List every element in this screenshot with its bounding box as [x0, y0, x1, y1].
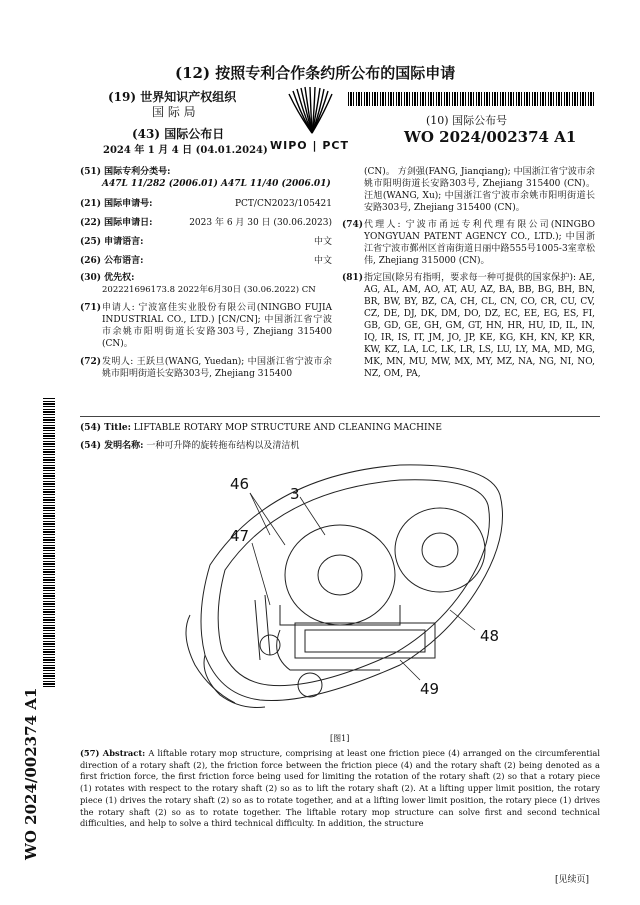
label-46: 46: [230, 475, 250, 493]
org-line2: 国 际 局: [152, 105, 196, 119]
f26-value: 中文: [313, 256, 332, 266]
abstract-text: A liftable rotary mop structure, comprising at least one friction piece (4) arranged on the circumferential direction of a rotary shaft (2), the friction force between the friction piece (4) and the rotary shaft (2) being denoted as a first friction force, the first friction force being used for limiting the rotation of the rotary shaft (2) so that a rotary piece (1) rotates with respect to the rotary shaft (2) so as to lift the rotary shaft (2). At a lifting upper limit position, the rotary piece (1) drives the rotary shaft (2) so as to rotate together, and at a lifting lower limit position, the rotary piece (1) drives the rotary shaft (2) so as to rotate together. The liftable rotary mop structure can solve first and second technical difficulties, and help to solve a third technical difficulty. In addition, the structure: [80, 748, 600, 829]
f72-label: (72): [80, 357, 102, 367]
f74-value: 代理人: 宁波市甬远专利代理有限公司(NINGBO YONGYUAN PATENT AGENCY CO., LTD.); 中国浙江省宁波市鄞州区首南街道日丽中路555号1005-3室章松伟, Zhejiang 315000 (CN)。: [364, 220, 595, 266]
f21-value: PCT/CN2023/105421: [234, 199, 332, 209]
f30-label: (30) 优先权:: [80, 273, 135, 283]
barcode-top: [348, 92, 595, 106]
pub-date-label: (43) 国际公布日: [132, 127, 225, 141]
wipo-logo: [283, 85, 341, 137]
title-en-text: LIFTABLE ROTARY MOP STRUCTURE AND CLEANING MACHINE: [133, 423, 442, 433]
side-pub-code: WO 2024/002374 A1: [22, 687, 40, 860]
title-cn-text: 一种可升降的旋转拖布结构以及清洁机: [146, 441, 300, 451]
f22-label: (22) 国际申请日:: [80, 218, 153, 228]
label-47: 47: [230, 527, 250, 545]
title-en: [80, 422, 442, 434]
divider: [80, 416, 600, 417]
title-en-label: (54) Title:: [80, 423, 131, 433]
barcode-side: [43, 398, 55, 688]
figure-caption: [图1]: [330, 734, 350, 743]
mop-drawing: [150, 455, 520, 725]
f25-value: 中文: [313, 237, 332, 247]
wipo-emblem-icon: [283, 85, 341, 137]
f71-label: (71): [80, 303, 102, 313]
f72-value: 发明人: 王跃旦(WANG, Yuedan); 中国浙江省宁波市余姚市阳明街道长安路303号, Zhejiang 315400: [102, 357, 332, 379]
f81-label: (81): [342, 273, 364, 283]
f30-value: 202221696173.8 2022年6月30日 (30.06.2022) CN: [102, 285, 316, 295]
pub-no-label: (10) 国际公布号: [426, 114, 508, 127]
label-48: 48: [480, 627, 500, 645]
inventors-cont: (CN)。 方剑强(FANG, Jianqiang); 中国浙江省宁波市余姚市阳明街道长安路303号, Zhejiang 315400 (CN)。 汪旭(WANG, Xu); 中国浙江省宁波市余姚市阳明街道长安路303号, Zhejiang 315400 (CN)。: [364, 167, 595, 213]
figure: [150, 455, 520, 725]
f26-label: (26) 公布语言:: [80, 256, 144, 266]
doc-title: (12) 按照专利合作条约所公布的国际申请: [175, 64, 456, 82]
f71-value: 申请人: 宁波富佳实业股份有限公司(NINGBO FUJIA INDUSTRIAL CO., LTD.) [CN/CN]; 中国浙江省宁波市余姚市阳明街道长安路303号, Zhejiang 315400 (CN)。: [102, 303, 332, 349]
label-49: 49: [420, 680, 440, 698]
f25-label: (25) 申请语言:: [80, 237, 144, 247]
f51-label: (51) 国际专利分类号:: [80, 167, 171, 177]
org-line1: (19) 世界知识产权组织: [108, 90, 237, 104]
abstract: [80, 748, 600, 830]
f21-label: (21) 国际申请号:: [80, 199, 153, 209]
f51-value: A47L 11/282 (2006.01) A47L 11/40 (2006.01): [102, 179, 331, 189]
label-3: 3: [290, 485, 300, 503]
pub-date: 2024 年 1 月 4 日 (04.01.2024): [103, 145, 268, 156]
left-biblio: [80, 166, 332, 380]
f81-value: 指定国(除另有指明，要求每一种可提供的国家保护): AE, AG, AL, AM, AO, AT, AU, AZ, BA, BB, BG, BH, BN, BR, BW, BY, BZ, CA, CH, CL, CN, CO, CR, CU, CV, CZ, DE, DJ, DK, DM, DO, DZ, EC, EE, EG, ES, FI, GB, GD, GE, GH, GM, GT, HN, HR, HU, ID, IL, IN, IQ, IR, IS, IT, JM, JO, JP, KE, KG, KH, KN, KP, KR, KW, KZ, LA, LC, LK, LR, LS, LU, LY, MA, MD, MG, MK, MN, MU, MW, MX, MY, MZ, NA, NG, NI, NO, NZ, OM, PA,: [364, 273, 595, 379]
title-cn: [80, 440, 299, 452]
title-cn-label: (54) 发明名称:: [80, 441, 144, 451]
f74-label: (74): [342, 220, 364, 230]
f22-value: 2023 年 6 月 30 日 (30.06.2023): [189, 218, 332, 228]
wipo-label: WIPO | PCT: [270, 139, 349, 152]
pub-no: WO 2024/002374 A1: [404, 128, 577, 146]
abstract-label: (57) Abstract:: [80, 748, 146, 758]
continued-note: [见续页]: [555, 875, 590, 885]
right-biblio: [342, 166, 595, 380]
